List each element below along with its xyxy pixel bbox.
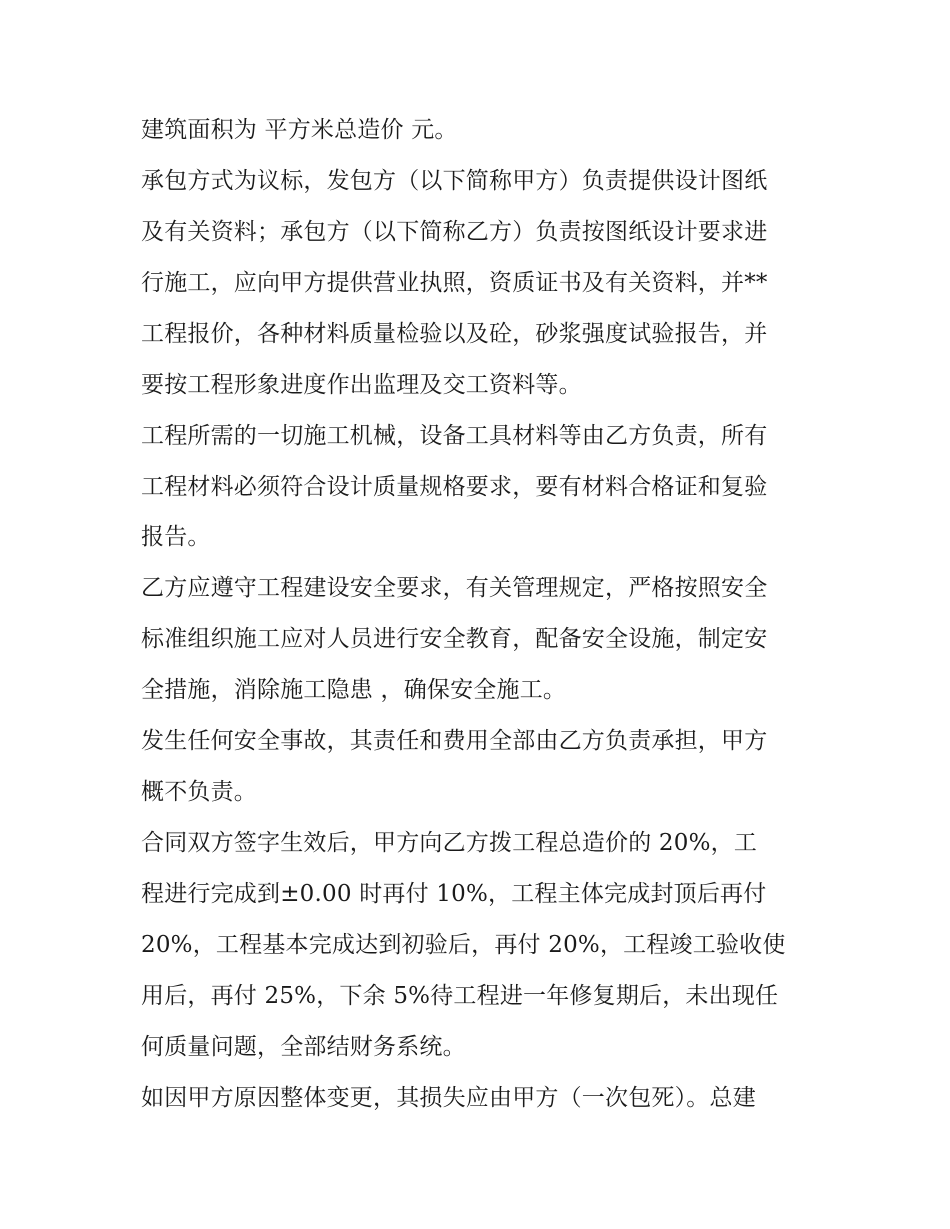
text-line: 工程所需的一切施工机械，设备工具材料等由乙方负责，所有 [141,423,768,449]
text-line: 如因甲方原因整体变更，其损失应由甲方（一次包死）。总建 [141,1085,756,1111]
text-line: 20%，工程基本完成达到初验后，再付 20%，工程竣工验收使 [141,932,786,958]
text-line: 报告。 [141,524,211,550]
text-line: 工程材料必须符合设计质量规格要求，要有材料合格证和复验 [141,474,768,500]
text-line: 行施工，应向甲方提供营业执照，资质证书及有关资料，并** [141,270,768,296]
text-line: 合同双方签字生效后，甲方向乙方拨工程总造价的 20%，工 [141,830,758,856]
text-line: 乙方应遵守工程建设安全要求，有关管理规定，严格按照安全 [141,575,768,601]
text-line: 建筑面积为 平方米总造价 元。 [141,117,458,143]
text-line: 何质量问题，全部结财务系统。 [141,1034,466,1060]
text-line: 概不负责。 [141,779,257,805]
text-line: 程进行完成到±0.00 时再付 10%，工程主体完成封顶后再付 [141,881,767,907]
text-line: 发生任何安全事故，其责任和费用全部由乙方负责承担，甲方 [141,728,768,754]
text-line: 全措施，消除施工隐患 ，确保安全施工。 [141,677,567,703]
text-line: 及有关资料；承包方（以下简称乙方）负责按图纸设计要求进 [141,219,768,245]
text-line: 工程报价，各种材料质量检验以及砼，砂浆强度试验报告，并 [141,321,768,347]
text-line: 承包方式为议标，发包方（以下简称甲方）负责提供设计图纸 [141,168,768,194]
text-line: 标准组织施工应对人员进行安全教育，配备安全设施，制定安 [141,626,768,652]
text-line: 要按工程形象进度作出监理及交工资料等。 [141,372,582,398]
text-line: 用后，再付 25%，下余 5%待工程进一年修复期后，未出现任 [141,983,779,1009]
